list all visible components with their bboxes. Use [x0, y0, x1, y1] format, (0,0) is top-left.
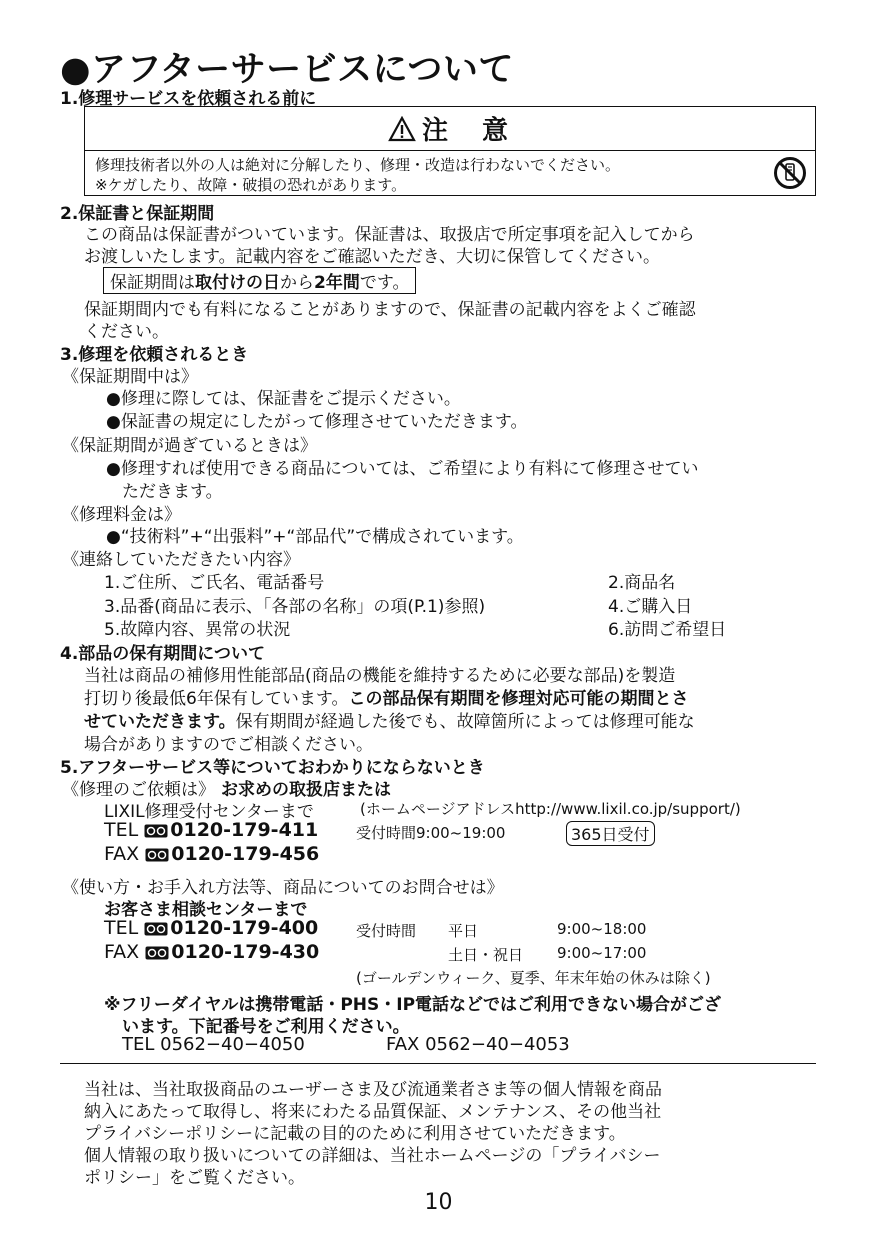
freedial-icon — [145, 848, 169, 862]
bullet-paid-repair-line-2: ただきます。 — [122, 482, 223, 502]
freedial-icon — [144, 824, 168, 838]
caution-line-2: ※ケガしたり、故障・破損の恐れがあります。 — [95, 176, 407, 194]
privacy-line-5: ポリシー」をご覧ください。 — [84, 1168, 305, 1188]
fax2-number: 0120-179-430 — [171, 941, 320, 963]
section-4-heading: 4.部品の保有期間について — [60, 644, 265, 664]
warranty-paragraph-line-2: お渡しいたします。記載内容をご確認いただき、大切に保管してください。 — [84, 247, 660, 267]
parts-line-3-bold: せていただきます。 — [84, 712, 236, 732]
hours-label: 受付時間 — [356, 922, 417, 940]
warranty-note-line-2: ください。 — [84, 322, 169, 342]
fax-label: FAX — [104, 843, 140, 865]
tel2-number: 0120-179-400 — [170, 917, 319, 939]
section-5-heading: 5.アフターサービス等についておわかりにならないとき — [60, 758, 485, 778]
parts-line-3 — [84, 707, 695, 732]
alt-fax[interactable]: FAX 0562−40−4053 — [386, 1034, 570, 1055]
sub-under-warranty: 《保証期間中は》 — [62, 367, 198, 387]
tel-number: 0120-179-411 — [170, 819, 319, 841]
consult-fax[interactable] — [104, 941, 319, 963]
fax2-label: FAX — [104, 941, 140, 963]
weekend-label: 土日・祝日 — [448, 946, 524, 964]
list-item: 2.商品名 — [608, 573, 676, 593]
freedial-note-line-2: います。下記番号をご利用ください。 — [122, 1017, 410, 1037]
warranty-suffix: です。 — [359, 273, 410, 293]
privacy-line-1: 当社は、当社取扱商品のユーザーさま及び流通業者さま等の個人情報を商品 — [84, 1080, 662, 1100]
tel-label: TEL — [104, 819, 139, 841]
bullet-fee-composition: ●“技術料”+“出張料”+“部品代”で構成されています。 — [106, 527, 524, 547]
list-item: 6.訪問ご希望日 — [608, 620, 727, 640]
repair-fax[interactable] — [104, 843, 319, 865]
parts-line-1: 当社は商品の補修用性能部品(商品の機能を維持するために必要な部品)を製造 — [84, 666, 676, 686]
caution-line-1: 修理技術者以外の人は絶対に分解したり、修理・改造は行わないでください。 — [95, 156, 621, 174]
repair-hours: 受付時間9:00~19:00 — [356, 824, 506, 842]
no-disassembly-icon — [773, 156, 807, 190]
privacy-line-3: プライバシーポリシーに記載の目的のために利用させていただきます。 — [84, 1124, 626, 1144]
freedial-icon — [145, 946, 169, 960]
warning-triangle-icon — [388, 116, 416, 142]
warranty-paragraph-line-1: この商品は保証書がついています。保証書は、取扱店で所定事項を記入してから — [84, 225, 695, 245]
sub-after-warranty: 《保証期間が過ぎているときは》 — [62, 436, 317, 456]
section-1-heading: 1.修理サービスを依頼される前に — [60, 89, 317, 109]
sub-usage-inquiry: 《使い方・お手入れ方法等、商品についてのお問合せは》 — [62, 878, 504, 898]
list-item: 4.ご購入日 — [608, 597, 693, 617]
weekday-hours: 9:00~18:00 — [557, 920, 647, 938]
freedial-icon — [144, 922, 168, 936]
sub-repair-fee: 《修理料金は》 — [62, 505, 181, 525]
page-number: 10 — [424, 1190, 453, 1215]
homepage-url[interactable]: (ホームページアドレスhttp://www.lixil.co.jp/support/) — [360, 800, 741, 818]
warranty-start: 取付けの日 — [195, 273, 280, 293]
bullet-repair-by-rules: ●保証書の規定にしたがって修理させていただきます。 — [106, 412, 528, 432]
badge-365: 365日受付 — [566, 821, 655, 846]
parts-line-2 — [84, 684, 688, 709]
privacy-line-4: 個人情報の取り扱いについての詳細は、当社ホームページの「プライバシー — [84, 1146, 661, 1166]
parts-line-2-bold: この部品保有期間を修理対応可能の期間とさ — [348, 689, 689, 709]
sub-repair-request: 《修理のご依頼は》 — [62, 780, 215, 800]
warranty-years: 2年間 — [314, 273, 360, 293]
weekend-hours: 9:00~17:00 — [557, 944, 647, 962]
parts-line-4: 場合がありますのでご相談ください。 — [84, 735, 373, 755]
bullet-present-warranty: ●修理に際しては、保証書をご提示ください。 — [106, 389, 461, 409]
list-item: 3.品番(商品に表示、「各部の名称」の項(P.1)参照) — [104, 597, 486, 617]
warranty-note-line-1: 保証期間内でも有料になることがありますので、保証書の記載内容をよくご確認 — [84, 300, 696, 320]
caution-header — [85, 107, 815, 151]
freedial-note-line-1: ※フリーダイヤルは携帯電話・PHS・IP電話などではご利用できない場合がござ — [104, 995, 722, 1015]
caution-title: 注 意 — [421, 116, 512, 146]
section-2-heading: 2.保証書と保証期間 — [60, 204, 215, 224]
weekday-label: 平日 — [448, 922, 479, 940]
holiday-note: (ゴールデンウィーク、夏季、年末年始の休みは除く) — [356, 969, 711, 987]
fax-number: 0120-179-456 — [171, 843, 320, 865]
repair-center-name: LIXIL修理受付センターまで — [104, 802, 314, 822]
parts-line-3-normal: 保有期間が経過した後でも、故障箇所によっては修理可能な — [235, 712, 695, 732]
page-title: ●アフターサービスについて — [60, 50, 514, 90]
alt-tel[interactable]: TEL 0562−40−4050 — [122, 1034, 305, 1055]
tel2-label: TEL — [104, 917, 139, 939]
divider — [60, 1063, 816, 1064]
caution-box — [84, 106, 816, 196]
repair-tel[interactable] — [104, 819, 318, 841]
sub-contact-info: 《連絡していただきたい内容》 — [62, 550, 300, 570]
bullet-paid-repair-line-1: ●修理すれば使用できる商品については、ご希望により有料にて修理させてい — [106, 459, 699, 479]
warranty-mid: から — [280, 273, 314, 293]
warranty-period-box — [103, 267, 416, 294]
section-3-heading: 3.修理を依頼されるとき — [60, 345, 249, 365]
consult-tel[interactable] — [104, 917, 318, 939]
repair-request-lead: お求めの取扱店または — [221, 780, 391, 800]
warranty-prefix: 保証期間は — [110, 273, 195, 293]
privacy-line-2: 納入にあたって取得し、将来にわたる品質保証、メンテナンス、その他当社 — [84, 1102, 662, 1122]
parts-line-2-normal: 打切り後最低6年保有しています。 — [84, 689, 349, 709]
list-item: 1.ご住所、ご氏名、電話番号 — [104, 573, 325, 593]
list-item: 5.故障内容、異常の状況 — [104, 620, 291, 640]
consult-center-name: お客さま相談センターまで — [104, 900, 308, 920]
